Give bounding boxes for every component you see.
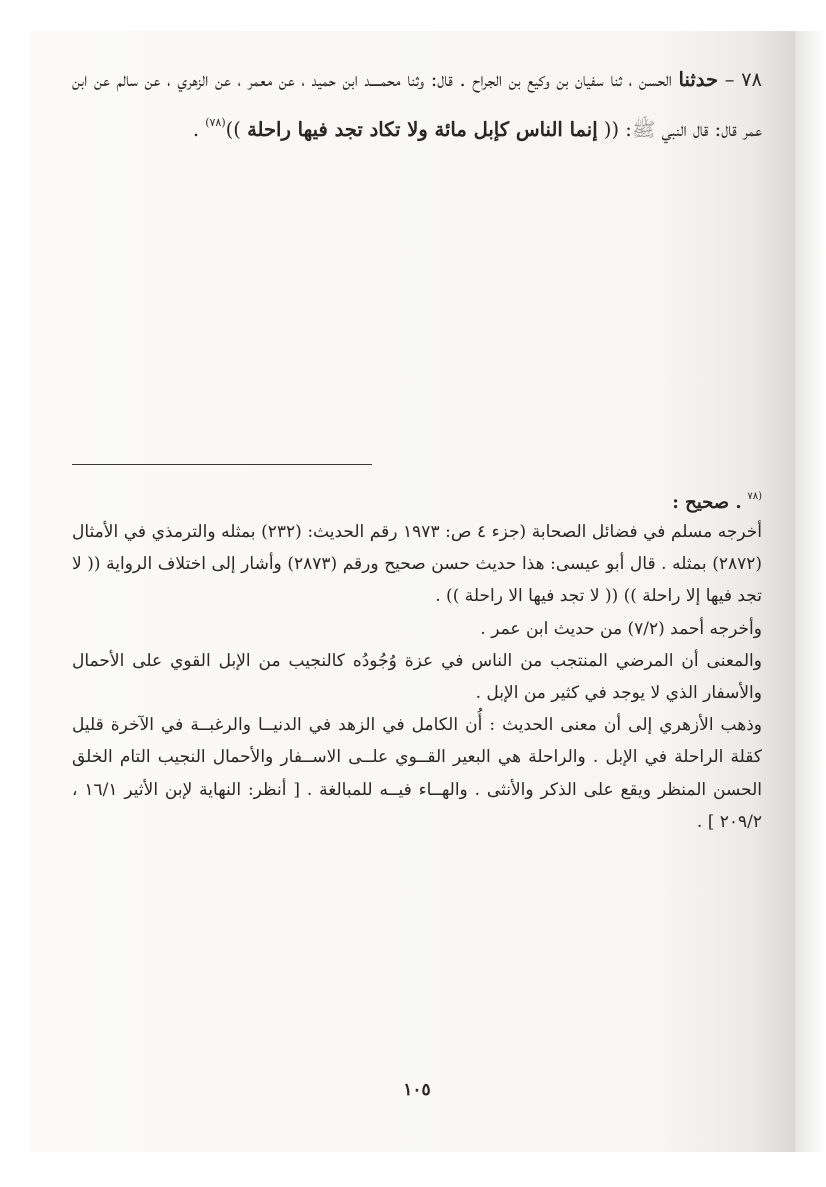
matn-close: )) — [225, 118, 248, 141]
footnote-paragraph: وذهب الأزهري إلى أن معنى الحديث : أُن الكامل في الزهد في الدنيــا والرغبــة في الآخرة قليل كقلة الراحلة في الإبل . والراحلة هي البعير القــوي علــى الاســفار والأحمال النجيب التام الخلق الحسن المنظر ويقع على الذكر والأنثى . والهــاء فيــه للمبالغة . [ أنظر: النهاية لإبن الأثير ١٦/١ ، ٢٠٩/٢ ] . — [72, 715, 763, 832]
hadith-isnad: الحسن ، ثنا سفيان بن وكيع بن الجراح . قال: وثنا محمــــد ابن حميد ، عن معمر ، عن الزهري ، عن سالم عن ابن عمر قال: قال النبي — [72, 68, 762, 141]
page-body — [72, 58, 762, 1118]
footnote-number: (٧٨ — [747, 491, 762, 502]
footnote-paragraph: أخرجه مسلم في فضائل الصحابة (جزء ٤ ص: ١٩٧٣ رقم الحديث: (٢٣٢) بمثله والترمذي في الأمثال (٢٨٧٢) بمثله . قال أبو عيسى: هذا حديث حسن صحيح ورقم (٢٨٧٣) وأشار إلى اختلاف الرواية (( لا تجد فيها إلا راحلة )) (( لا تجد فيها الا راحلة )) . — [72, 522, 762, 607]
footnote-separator — [72, 464, 372, 465]
footnote-text — [72, 516, 762, 838]
footnote-heading — [72, 482, 762, 518]
hadith-transmission-verb: حدثنا — [678, 68, 719, 91]
hadith-matn: إنما الناس كإبل مائة ولا تكاد تجد فيها راحلة — [247, 118, 598, 141]
hadith-78 — [72, 58, 762, 151]
footnote-paragraph: وأخرجه أحمد (٧/٢) من حديث ابن عمر . — [480, 618, 762, 639]
honorific-glyph: ﷺ — [631, 118, 656, 141]
footnote-grade: . صحيح : — [672, 492, 742, 513]
footnote-ref-marker: (٧٨) — [205, 116, 226, 129]
matn-open: : (( — [597, 118, 632, 141]
footnote-paragraph: والمعنى أن المرضي المنتجب من الناس في عزة وُجُودُه كالنجيب من الإبل القوي على الأحمال والأسفار الذي لا يوجد في كثير من الإبل . — [72, 650, 762, 704]
page-number: ١٠٥ — [403, 1080, 431, 1100]
hadith-number: ٧٨ – — [724, 68, 763, 91]
scan-edge-shadow — [795, 31, 826, 1152]
hadith-end: . — [192, 118, 206, 141]
